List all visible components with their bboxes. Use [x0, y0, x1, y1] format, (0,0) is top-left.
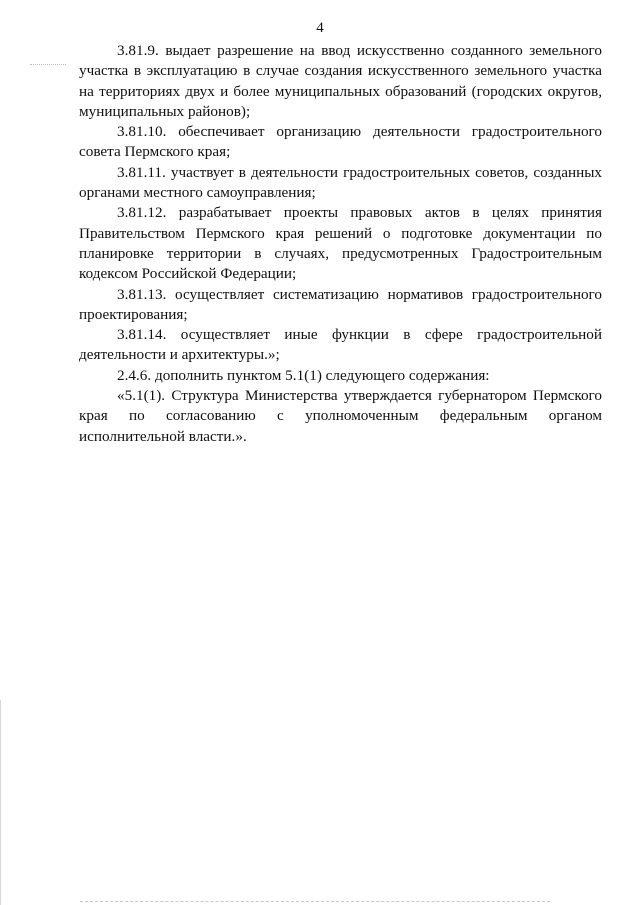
paragraph-3-81-12: 3.81.12. разрабатывает проекты правовых актов в целях принятия Правительством Пермского края решений о подготовке документации по планировке территории в случаях, предусмотренных Градостроительным кодексом Российской Федерации;	[79, 204, 602, 283]
paragraph-3-81-11: 3.81.11. участвует в деятельности градостроительных советов, созданных органами местного самоуправления;	[79, 163, 602, 202]
scan-bottom-edge	[80, 901, 550, 903]
paragraph-3-81-13: 3.81.13. осуществляет систематизацию нормативов градостроительного проектирования;	[79, 285, 602, 323]
paragraph-3-81-9: 3.81.9. выдает разрешение на ввод искусственно созданного земельного участка в эксплуатацию в случае создания искусственного земельного участка на территориях двух и более муниципальных образований (городских округов, муниципальных районов);	[79, 42, 602, 120]
paragraph-3-81-10: 3.81.10. обеспечивает организацию деятельности градостроительного совета Пермского края;	[79, 123, 602, 161]
paragraph-2-4-6: 2.4.6. дополнить пунктом 5.1(1) следующего содержания:	[117, 366, 490, 384]
paragraph-5-1-1-quote: «5.1(1). Структура Министерства утверждается губернатором Пермского края по согласованию с уполномоченным федеральным органом исполнительной власти.».	[79, 387, 602, 445]
page-number: 4	[316, 20, 324, 36]
paragraph-3-81-14: 3.81.14. осуществляет иные функции в сфере градостроительной деятельности и архитектуры.»;	[79, 326, 602, 364]
document-body	[79, 41, 602, 447]
scan-artifact	[30, 64, 66, 67]
scan-page-edge	[0, 700, 1, 905]
